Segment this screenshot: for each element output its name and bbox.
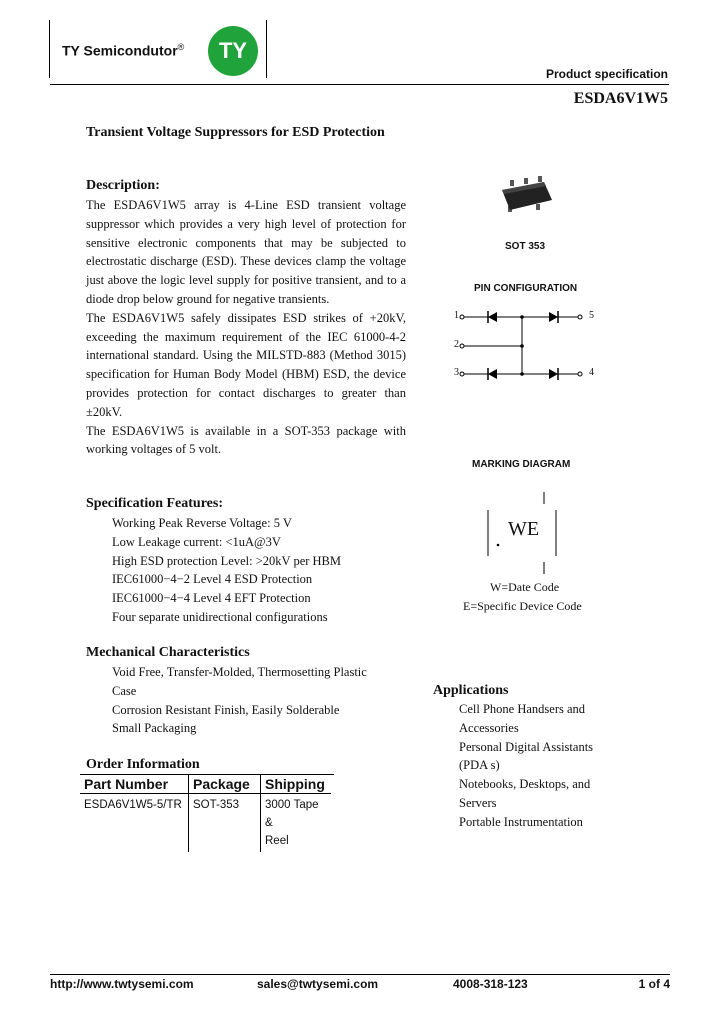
mechanical-list: [112, 663, 412, 738]
mechanical-line: Void Free, Transfer-Molded, Thermosetting Plastic: [112, 665, 367, 679]
application-line: Accessories: [459, 720, 519, 735]
marking-legend-device: E=Specific Device Code: [463, 599, 582, 613]
pin-config-heading: PIN CONFIGURATION: [474, 283, 578, 294]
feature-item: Working Peak Reverse Voltage: 5 V: [112, 516, 292, 530]
mechanical-heading: Mechanical Characteristics: [86, 645, 250, 660]
col-part-number: Part Number: [80, 775, 189, 794]
description-para-2: The ESDA6V1W5 safely dissipates ESD strikes of +20kV, exceeding the maximum requirement of the IEC 61000-4-2 international standard. Using the MILSTD-883 (Method 3015) specification for Human Body Model (HBM) ESD, the device provides protection for contact discharges to greater than ±20kV.: [86, 310, 406, 419]
pin-configuration-diagram: [450, 306, 600, 386]
feature-item: High ESD protection Level: >20kV per HBM: [112, 553, 342, 568]
feature-item: IEC61000−4−4 Level 4 EFT Protection: [112, 591, 311, 606]
pin-4-label: 4: [589, 367, 594, 378]
col-shipping: Shipping: [261, 775, 332, 794]
sot353-package-image: [496, 176, 556, 218]
description-text: [86, 196, 406, 459]
description-para-1: The ESDA6V1W5 array is 4-Line ESD transient voltage suppressor which provides a very high level of protection for sensitive electronic components that may be subjected to electrostatic discharge (ESD). These devices clamp the voltage just above the logic level supply for positive transient, and to a diode drop below ground for negative transients.: [86, 198, 406, 306]
cell-package: SOT-353: [189, 794, 261, 853]
application-line: Portable Instrumentation: [459, 814, 583, 829]
order-header-row: [80, 775, 331, 794]
table-row: [80, 794, 331, 853]
doc-type: Product specification: [545, 67, 668, 81]
mechanical-line: Small Packaging: [112, 721, 197, 736]
application-line: Personal Digital Assistants: [459, 739, 594, 754]
features-heading: Specification Features:: [86, 496, 223, 511]
cell-part-number: ESDA6V1W5-5/TR: [84, 799, 182, 811]
applications-list: [459, 700, 659, 832]
pin-3-label: 3: [454, 367, 459, 378]
header-rule: [50, 84, 669, 85]
feature-item: Four separate unidirectional configurations: [112, 609, 328, 624]
feature-item: Low Leakage current: <1uA@3V: [112, 534, 281, 549]
application-line: Cell Phone Handsers and: [459, 702, 586, 716]
mechanical-line: Case: [112, 683, 137, 698]
package-label: SOT 353: [505, 241, 546, 252]
part-number-title: ESDA6V1W5: [573, 90, 668, 107]
footer-phone: 4008-318-123: [453, 977, 528, 991]
application-line: Servers: [459, 795, 497, 810]
description-heading: Description:: [86, 178, 160, 193]
marking-code: WE: [508, 518, 540, 540]
page-title: Transient Voltage Suppressors for ESD Protection: [86, 125, 385, 140]
marking-heading: MARKING DIAGRAM: [472, 459, 571, 470]
cell-shipping: 3000 Tape & Reel: [261, 794, 332, 853]
application-line: Notebooks, Desktops, and: [459, 777, 591, 792]
footer-email[interactable]: sales@twtysemi.com: [257, 977, 379, 991]
mechanical-line: Corrosion Resistant Finish, Easily Solderable: [112, 702, 340, 717]
page-number: 1 of 4: [638, 977, 670, 991]
pin-5-label: 5: [589, 310, 594, 321]
application-line: (PDA s): [459, 758, 500, 773]
order-table: [80, 775, 331, 852]
col-package: Package: [189, 775, 261, 794]
order-heading: Order Information: [86, 757, 200, 772]
pin-2-label: 2: [454, 339, 459, 350]
company-name: TY Semicondutor®: [62, 42, 185, 59]
marking-legend-date: W=Date Code: [490, 580, 560, 594]
header-left-rule: [49, 20, 50, 78]
features-list: [112, 514, 412, 627]
applications-heading: Applications: [433, 683, 509, 698]
header-right-rule: [266, 20, 267, 78]
description-para-3: The ESDA6V1W5 is available in a SOT-353 package with working voltages of 5 volt.: [86, 423, 406, 457]
feature-item: IEC61000−4−2 Level 4 ESD Protection: [112, 572, 313, 587]
pin-1-label: 1: [454, 310, 459, 321]
company-logo: TY: [208, 26, 258, 76]
footer-url[interactable]: http://www.twtysemi.com: [50, 977, 194, 991]
footer-rule: [50, 974, 670, 975]
